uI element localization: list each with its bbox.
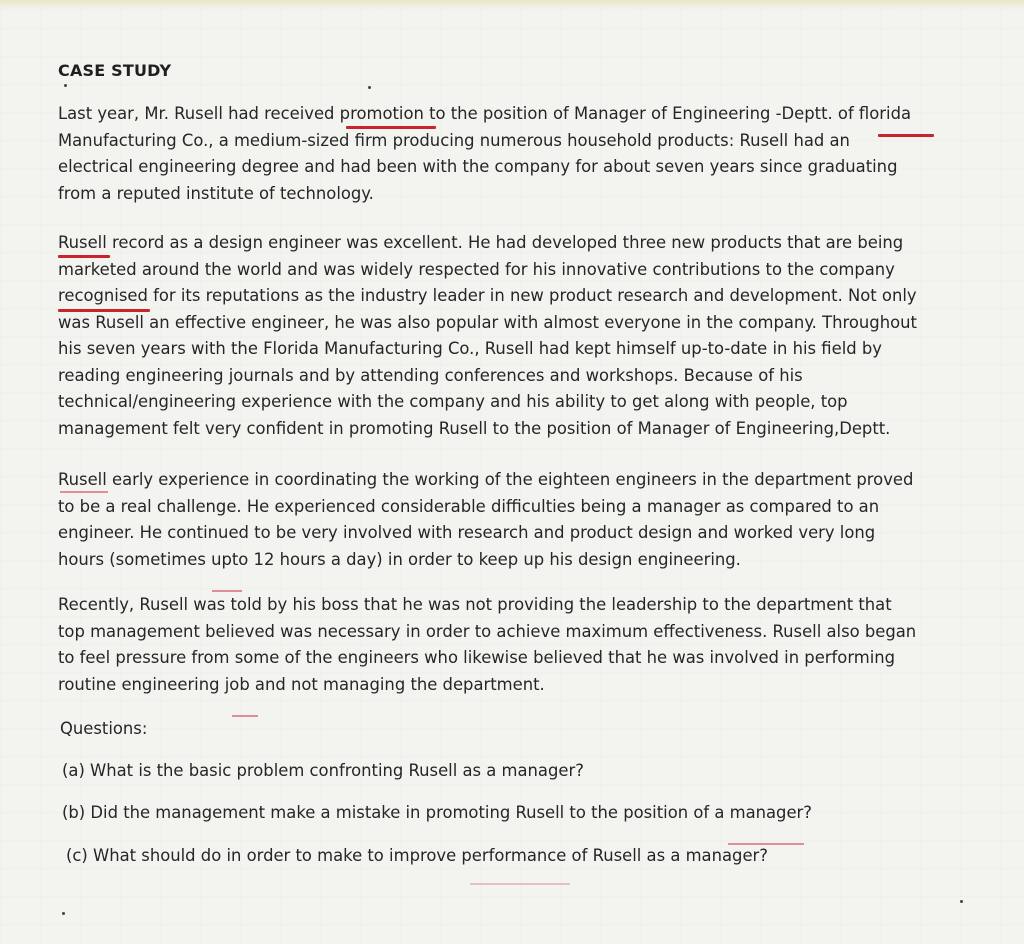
page-edge-shadow <box>0 0 1024 10</box>
paragraph-3 <box>58 467 958 573</box>
paragraph-line: to feel pressure from some of the engineers who likewise believed that he was involved in performing <box>58 648 896 667</box>
red-underline-rusell-early <box>60 491 108 493</box>
paragraph-line: management felt very confident in promoting Rusell to the position of Manager of Engineering,Deptt. <box>58 418 891 438</box>
ink-speck <box>960 900 963 903</box>
question-c: (c) What should do in order to make to improve performance of Rusell as a manager? <box>66 846 768 865</box>
paragraph-line: Manufacturing Co., a medium-sized firm producing numerous household products: Rusell had an <box>58 130 850 150</box>
paragraph-line: reading engineering journals and by attending conferences and workshops. Because of his <box>58 365 803 385</box>
paragraph-line: routine engineering job and not managing the department. <box>58 674 545 694</box>
paragraph-line: technical/engineering experience with the company and his ability to get along with people, top <box>58 392 848 411</box>
paragraph-line: Recently, Rusell was told by his boss that he was not providing the leadership to the department that <box>58 595 892 614</box>
paragraph-1 <box>58 101 958 207</box>
paragraph-line: Rusell record as a design engineer was excellent. He had developed three new products that are being <box>58 233 904 252</box>
paragraph-line: Last year, Mr. Rusell had received promotion to the position of Manager of Engineering -Deptt. of florida <box>58 104 912 123</box>
red-mark-bottom <box>470 883 570 885</box>
question-a: (a) What is the basic problem confronting Rusell as a manager? <box>62 761 584 780</box>
red-underline-promotion <box>346 126 436 129</box>
paragraph-line: electrical engineering degree and had been with the company for about seven years since graduating <box>58 157 898 176</box>
red-underline-rusell <box>58 255 110 258</box>
ink-speck <box>64 84 67 87</box>
paragraph-line: to be a real challenge. He experienced considerable difficulties being a manager as compared to an <box>58 496 880 516</box>
paragraph-line: marketed around the world and was widely respected for his innovative contributions to the company <box>58 259 895 279</box>
questions-heading: Questions: <box>60 719 148 738</box>
paragraph-line: hours (sometimes upto 12 hours a day) in order to keep up his design engineering. <box>58 549 741 569</box>
red-underline-florida <box>878 134 934 137</box>
red-mark-questions <box>232 715 258 717</box>
case-study-title: CASE STUDY <box>58 61 172 80</box>
question-b: (b) Did the management make a mistake in promoting Rusell to the position of a manager? <box>62 803 812 822</box>
paragraph-line: was Rusell an effective engineer, he was also popular with almost everyone in the company. Throughout <box>58 312 917 332</box>
ink-speck <box>62 912 65 915</box>
paragraph-line: engineer. He continued to be very involved with research and product design and worked very long <box>58 523 876 542</box>
paragraph-4 <box>58 592 958 698</box>
paragraph-line: Rusell early experience in coordinating the working of the eighteen engineers in the department proved <box>58 470 914 489</box>
paragraph-line: his seven years with the Florida Manufacturing Co., Rusell had kept himself up-to-date in his field by <box>58 339 882 358</box>
paragraph-2 <box>58 230 958 442</box>
red-mark-manager <box>728 843 804 845</box>
paragraph-line: recognised for its reputations as the industry leader in new product research and development. Not only <box>58 286 917 305</box>
paragraph-line: from a reputed institute of technology. <box>58 183 374 203</box>
paragraph-line: top management believed was necessary in order to achieve maximum effectiveness. Rusell also began <box>58 621 917 641</box>
red-mark-told <box>212 590 242 592</box>
ink-speck <box>368 86 371 89</box>
red-underline-recognised <box>58 309 150 312</box>
